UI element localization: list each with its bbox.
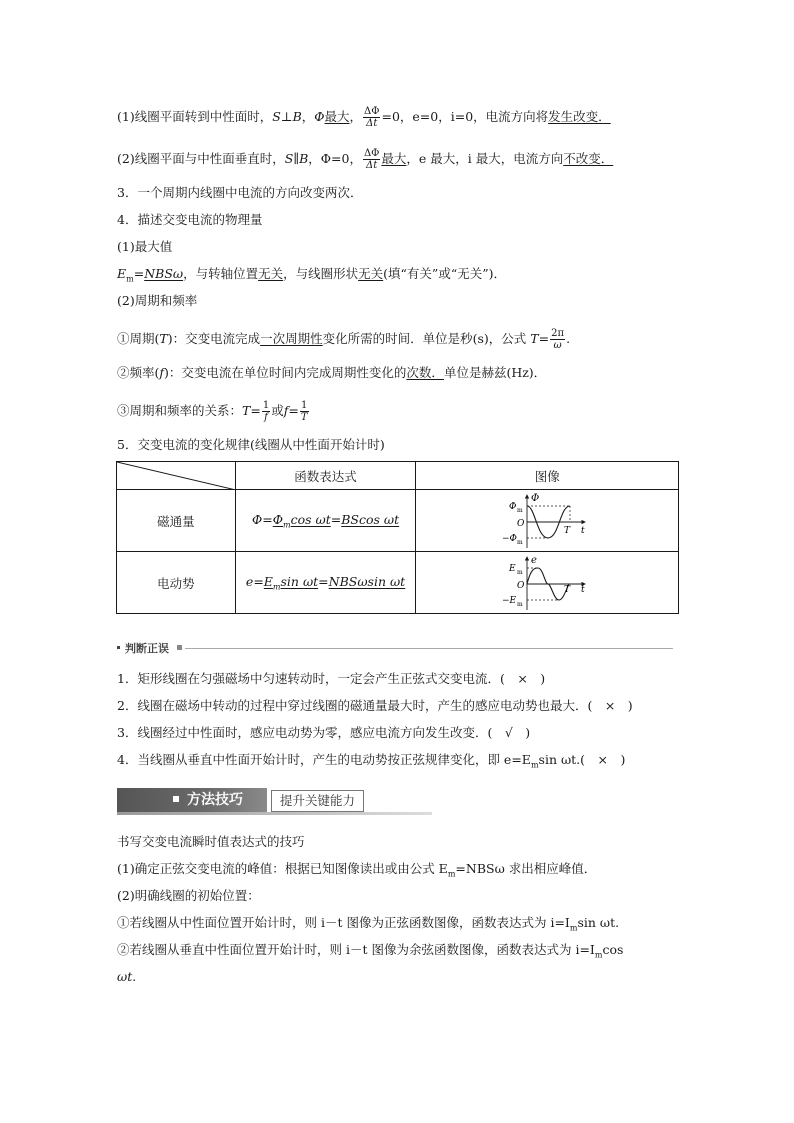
axis-label: e xyxy=(531,554,538,566)
text-line-max-value xyxy=(117,265,506,289)
header-graph: 图像 xyxy=(416,462,679,490)
answer-expr-1 xyxy=(263,573,319,592)
answer-times: 次数． xyxy=(406,365,444,380)
text: = xyxy=(318,573,329,589)
symbol-t: T xyxy=(159,331,168,346)
text: 变化所需的时间．单位是秒(s)，公式 xyxy=(322,331,531,346)
symbol-phi: Φ xyxy=(314,109,325,124)
text: sin ωt.( × ) xyxy=(538,752,626,767)
symbol-s: S xyxy=(272,109,281,124)
text-line-11: 5．交变电流的变化规律(线圈从中性面开始计时) xyxy=(117,437,385,452)
text: = xyxy=(330,511,342,527)
period-label: T xyxy=(564,525,571,536)
fraction-numerator: 1 xyxy=(301,400,308,411)
text: Φ= xyxy=(252,511,273,527)
method-line: ωt. xyxy=(117,969,137,984)
text-line-7: (2)周期和频率 xyxy=(117,293,198,308)
text-line-neutral-plane xyxy=(117,106,611,129)
square-icon xyxy=(173,796,179,802)
text: ②频率( xyxy=(117,365,160,380)
text: )：交变电流在单位时间内完成周期性变化的 xyxy=(164,365,407,380)
fraction-1-t xyxy=(300,400,309,423)
origin-label: O xyxy=(517,580,525,591)
text: =0，e=0，i=0，电流方向将 xyxy=(381,109,549,124)
perp-symbol: ⊥ xyxy=(280,109,293,124)
method-title-box xyxy=(117,788,267,812)
text: 单位是赫兹(Hz)． xyxy=(443,365,547,380)
judge-title: 判断正误 xyxy=(125,642,169,655)
emf-sine-graph xyxy=(497,554,597,612)
subscript: m xyxy=(447,869,456,879)
text: (1)确定正弦交变电流的峰值：根据已知图像读出或由公式 E xyxy=(117,861,448,876)
subscript: m xyxy=(569,923,578,933)
diagonal-header-cell xyxy=(117,462,236,490)
text-line-4: 4．描述交变电流的物理量 xyxy=(117,212,263,227)
judge-section-header xyxy=(117,640,673,656)
fraction-denominator: Δt xyxy=(366,118,378,129)
text: =NBSω 求出相应峰值． xyxy=(455,861,597,876)
table-header-row xyxy=(117,462,679,490)
fraction-denominator: Δt xyxy=(366,160,378,171)
diagonal-line xyxy=(117,462,236,490)
answer-max: 最大 xyxy=(381,151,407,166)
text: )：交变电流完成 xyxy=(167,331,261,346)
text: E xyxy=(263,573,273,589)
max-label: E xyxy=(509,563,516,574)
subscript: m xyxy=(283,520,291,530)
symbol-b: B xyxy=(292,109,302,124)
text: Φ xyxy=(272,511,283,527)
fraction-numerator: 2π xyxy=(551,328,565,339)
method-line xyxy=(117,914,619,938)
row-expression xyxy=(235,490,416,552)
answer-expr-2: BScos ωt xyxy=(341,511,400,527)
symbol-f: f xyxy=(159,365,165,380)
min-label: −E xyxy=(502,595,517,606)
symbol-b: B xyxy=(299,151,309,166)
ac-law-table xyxy=(116,461,679,614)
fraction-denominator: ω xyxy=(553,340,562,351)
fraction-2pi-omega xyxy=(550,328,565,351)
judge-item xyxy=(117,751,625,775)
method-heading: 书写交变电流瞬时值表达式的技巧 xyxy=(117,834,305,849)
subscript: m xyxy=(530,760,539,770)
text: ②若线圈从垂直中性面位置开始计时，则 i－t 图像为余弦函数图像，函数表达式为 i=I xyxy=(117,942,595,957)
text-line-3: 3．一个周期内线圈中电流的方向改变两次． xyxy=(117,185,363,200)
subscript: m xyxy=(126,274,134,284)
answer-nochange: 不改变． xyxy=(563,151,614,166)
flux-cosine-graph xyxy=(497,492,597,550)
answer-once: 一次周期性 xyxy=(260,331,323,346)
parallel-symbol: ∥ xyxy=(293,151,300,166)
table-row xyxy=(117,552,679,614)
answer-change: 发生改变． xyxy=(548,109,611,124)
answer-expr-2: NBSωsin ωt xyxy=(328,573,406,589)
answer-max: 最大 xyxy=(324,109,350,124)
answer-expr-1 xyxy=(272,511,331,530)
max-label: Φ xyxy=(509,501,517,512)
text-line-relation xyxy=(117,400,310,423)
min-sub: m xyxy=(517,538,523,546)
banner-underline xyxy=(117,812,432,815)
row-label: 磁通量 xyxy=(117,490,236,552)
text-line-perpendicular-plane xyxy=(117,148,613,171)
judge-item: 1．矩形线圈在匀强磁场中匀速转动时，一定会产生正弦式交变电流．( × ) xyxy=(117,671,546,686)
text: = xyxy=(250,403,261,418)
header-bullet xyxy=(117,646,120,649)
subscript: m xyxy=(272,582,281,592)
text: ，e 最大，i 最大，电流方向 xyxy=(406,151,564,166)
fraction-numerator: ΔΦ xyxy=(364,106,380,117)
text: (填“有关”或“无关”)． xyxy=(383,266,506,281)
answer-wuguan-2: 无关 xyxy=(358,266,384,281)
text: = xyxy=(538,331,550,346)
answer-nbs: NBSω xyxy=(144,266,184,281)
text: 4．当线圈从垂直中性面开始计时，产生的电动势按正弦规律变化，即 e=E xyxy=(117,752,531,767)
method-banner xyxy=(117,786,432,814)
fraction-numerator: ΔΦ xyxy=(363,148,380,159)
x-label: t xyxy=(581,584,585,595)
header-expression: 函数表达式 xyxy=(235,462,416,490)
text-line-period xyxy=(117,328,570,351)
text: cos ωt xyxy=(290,511,331,527)
text: (1)线圈平面转到中性面时， xyxy=(117,109,273,124)
text: ，与线圈形状 xyxy=(283,266,359,281)
period-label: T xyxy=(564,584,571,595)
header-dot xyxy=(177,645,182,650)
min-label: −Φ xyxy=(502,533,518,544)
row-expression xyxy=(235,552,416,614)
max-sub: m xyxy=(517,506,523,514)
text: ①周期( xyxy=(117,331,160,346)
symbol-s: S xyxy=(284,151,294,166)
text: ，与转轴位置 xyxy=(183,266,259,281)
method-line: (2)明确线圈的初始位置： xyxy=(117,888,260,903)
text: ①若线圈从中性面位置开始计时，则 i－t 图像为正弦函数图像，函数表达式为 i=I xyxy=(117,915,570,930)
text: = xyxy=(133,266,145,281)
method-line xyxy=(117,860,596,884)
table-row xyxy=(117,490,679,552)
text: ， xyxy=(301,109,315,124)
method-subtitle: 提升关键能力 xyxy=(271,790,364,812)
text: = xyxy=(288,403,299,418)
text-line-frequency xyxy=(117,364,546,382)
text: ， xyxy=(349,109,363,124)
symbol-t: T xyxy=(530,331,539,346)
text: cos xyxy=(602,942,624,957)
answer-wuguan-1: 无关 xyxy=(258,266,284,281)
fraction-denominator: f xyxy=(264,412,268,423)
axis-label: Φ xyxy=(531,492,540,504)
symbol-f: f xyxy=(283,403,289,418)
symbol-t: T xyxy=(242,403,251,418)
judge-item: 2．线圈在磁场中转动的过程中穿过线圈的磁通量最大时，产生的感应电动势也最大．( × ) xyxy=(117,698,633,713)
fraction-dphi-dt xyxy=(363,106,380,129)
x-label: t xyxy=(581,525,585,536)
fraction-denominator: T xyxy=(300,412,308,423)
row-graph xyxy=(416,490,679,552)
max-sub: m xyxy=(517,568,523,576)
text: sin ωt xyxy=(280,573,319,589)
text: sin ωt. xyxy=(577,915,620,930)
fraction-numerator: 1 xyxy=(262,400,270,411)
text: ③周期和频率的关系： xyxy=(117,403,243,418)
method-line xyxy=(117,941,623,965)
min-sub: m xyxy=(517,600,523,608)
text: ，Φ=0， xyxy=(308,151,362,166)
symbol-e: E xyxy=(117,266,127,281)
text: e= xyxy=(245,573,264,589)
judge-item: 3．线圈经过中性面时，感应电动势为零，感应电流方向发生改变．( √ ) xyxy=(117,725,531,740)
text: . xyxy=(566,331,571,346)
fraction-dphi-dt xyxy=(363,148,380,171)
header-rule xyxy=(185,648,673,649)
text-line-5: (1)最大值 xyxy=(117,239,173,254)
text: (2)线圈平面与中性面垂直时， xyxy=(117,151,285,166)
fraction-1-f xyxy=(262,400,270,423)
row-label: 电动势 xyxy=(117,552,236,614)
origin-label: O xyxy=(517,518,525,529)
subscript: m xyxy=(594,950,603,960)
method-title: 方法技巧 xyxy=(187,792,243,808)
row-graph xyxy=(416,552,679,614)
text: 或 xyxy=(271,403,284,418)
